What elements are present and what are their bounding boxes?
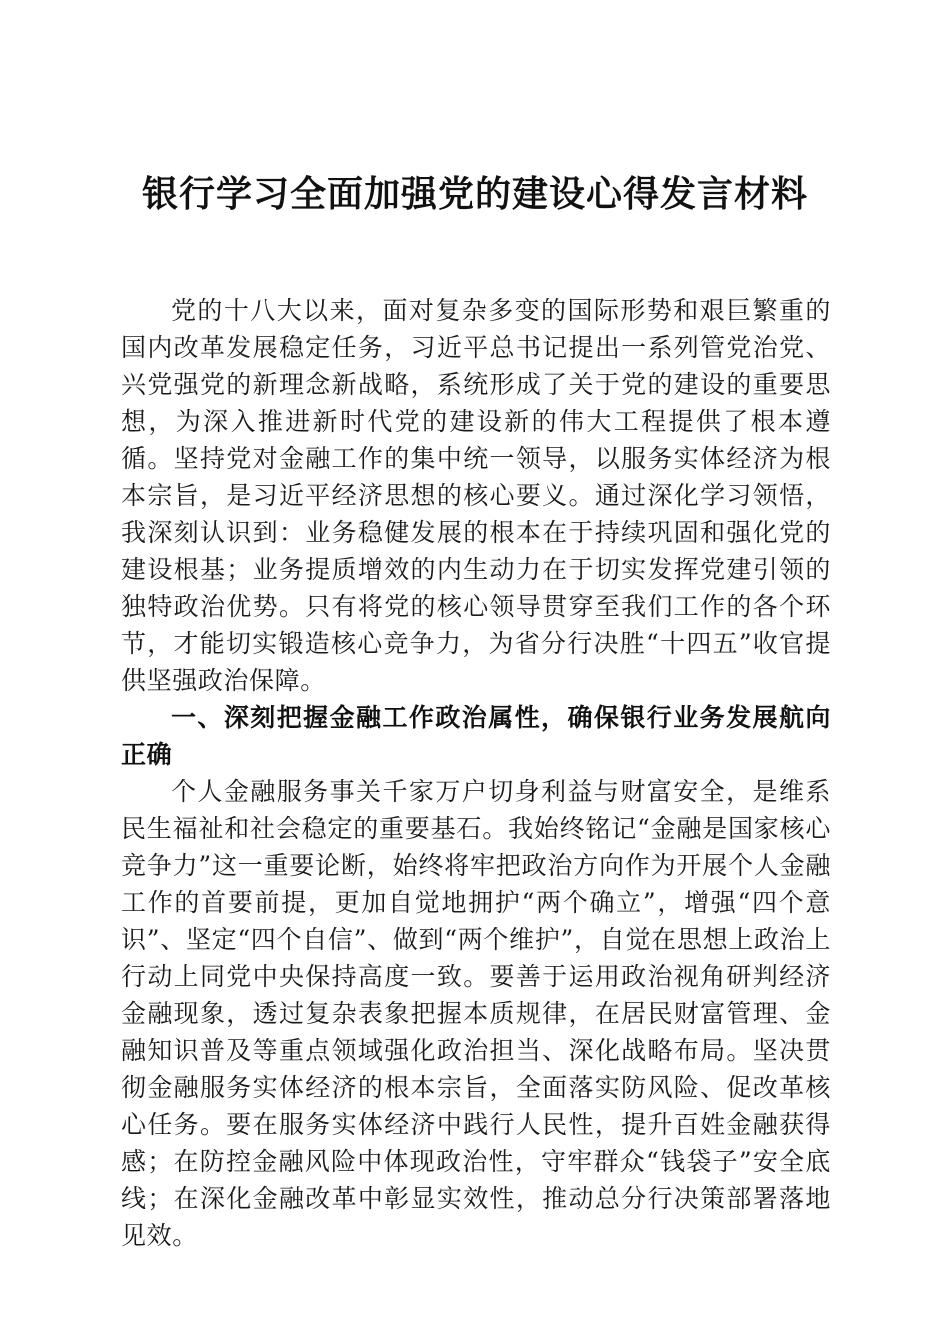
paragraph-section-1: 个人金融服务事关千家万户切身利益与财富安全，是维系民生福祉和社会稳定的重要基石。我始终铭记“金融是国家核心竞争力”这一重要论断，始终将牢把政治方向作为开展个人金融工作的首要前提，更加自觉地拥护“两个确立”，增强“四个意识”、坚定“四个自信”、做到“两个维护”，自觉在思想上政治上行动上同党中央保持高度一致。要善于运用政治视角研判经济金融现象，透过复杂表象把握本质规律，在居民财富管理、金融知识普及等重点领域强化政治担当、深化战略布局。坚决贯彻金融服务实体经济的根本宗旨，全面落实防风险、促改革核心任务。要在服务实体经济中践行人民性，提升百姓金融获得感；在防控金融风险中体现政治性，守牢群众“钱袋子”安全底线；在深化金融改革中彰显实效性，推动总分行决策部署落地见效。	[121, 777, 831, 1250]
document-body	[121, 292, 831, 1254]
section-heading-1: 一、深刻把握金融工作政治属性，确保银行业务发展航向正确	[121, 703, 831, 769]
document-title: 银行学习全面加强党的建设心得发言材料	[141, 173, 808, 215]
paragraph-intro: 党的十八大以来，面对复杂多变的国际形势和艰巨繁重的国内改革发展稳定任务，习近平总书记提出一系列管党治党、兴党强党的新理念新战略，系统形成了关于党的建设的重要思想，为深入推进新时代党的建设新的伟大工程提供了根本遵循。坚持党对金融工作的集中统一领导，以服务实体经济为根本宗旨，是习近平经济思想的核心要义。通过深化学习领悟，我深刻认识到：业务稳健发展的根本在于持续巩固和强化党的建设根基；业务提质增效的内生动力在于切实发挥党建引领的独特政治优势。只有将党的核心领导贯穿至我们工作的各个环节，才能切实锻造核心竞争力，为省分行决胜“十四五”收官提供坚强政治保障。	[121, 296, 831, 695]
